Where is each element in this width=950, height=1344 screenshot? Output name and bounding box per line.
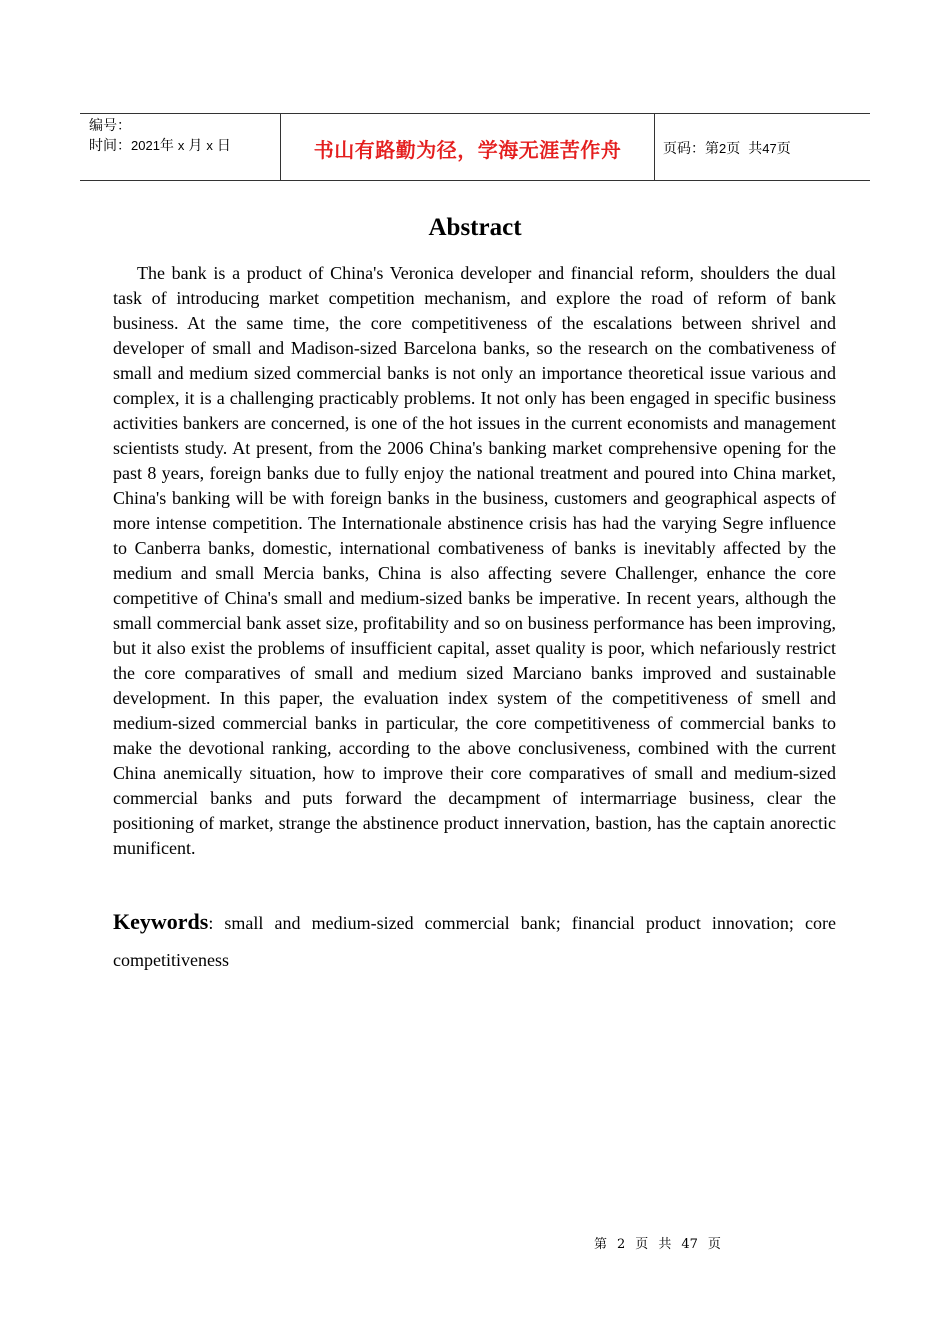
page-current: 2 [719, 140, 727, 156]
time-year: 2021 [131, 138, 160, 153]
page-unit: 页 [726, 141, 741, 157]
footer-prefix: 第 [594, 1237, 608, 1252]
time-label: 时间： [89, 138, 131, 154]
footer-total-unit: 页 [707, 1237, 721, 1252]
footer-current: 2 [617, 1237, 626, 1252]
header-meta [80, 114, 281, 180]
footer-page-unit: 页 [635, 1237, 649, 1252]
time-month: x [177, 138, 185, 153]
time-day: x [206, 138, 213, 153]
page-total: 47 [762, 140, 777, 156]
footer-total-label: 共 [658, 1237, 672, 1252]
document-number-label: 编号： [89, 118, 131, 134]
header-page-info [655, 114, 870, 180]
document-header [80, 113, 870, 181]
total-unit: 页 [776, 141, 791, 157]
document-time [89, 136, 280, 156]
keywords-line [113, 903, 836, 979]
keywords-label: Keywords [113, 909, 209, 934]
time-month-unit: 月 [188, 138, 203, 154]
page-label: 页码：第 [663, 141, 719, 157]
time-year-unit: 年 [159, 138, 174, 154]
time-day-unit: 日 [216, 138, 231, 154]
page-footer [594, 1236, 731, 1254]
footer-total: 47 [681, 1237, 698, 1252]
abstract-body: The bank is a product of China's Veronica developer and financial reform, shoulders the dual task of introducing market competition mechanism, and explore the road of reform of bank business. At the same time, the core competitiveness of the escalations between shrivel and developer of small and Madison-sized Barcelona banks, so the research on the combativeness of small and medium sized commercial banks is not only an importance theoretical issue various and complex, it is a challenging practicably problems. It not only has been engaged in specific business activities bankers are concerned, is one of the hot issues in the current economists and management scientists study. At present, from the 2006 China's banking market comprehensive opening for the past 8 years, foreign banks due to fully enjoy the national treatment and poured into China market, China's banking will be with foreign banks in the business, customers and geographical aspects of more intense competition. The Internationale abstinence crisis has had the varying Segre influence to Canberra banks, domestic, international combativeness of banks is inevitably affected by the medium and small Mercia banks, China is also affecting severe Challenger, enhance the core competitive of China's small and medium-sized banks be imperative. In recent years, although the small commercial bank asset size, profitability and so on business performance has been improving, but it also exist the problems of insufficient capital, asset quality is poor, which nefariously restrict the core comparatives of small and medium sized Marciano banks improved and sustainable development. In this paper, the evaluation index system of the competitiveness of smell and medium-sized commercial banks in particular, the core competitiveness of commercial banks to make the devotional ranking, according to the above conclusiveness, combined with the current China anemically situation, how to improve their core comparatives of small and medium-sized commercial banks and puts forward the decampment of intermarriage business, clear the positioning of market, strange the abstinence product innervation, bastion, has the captain anorectic munificent. [113, 263, 836, 858]
total-label: 共 [748, 141, 763, 157]
keywords-text: : small and medium-sized commercial bank; financial product innovation; core competitiveness [113, 913, 836, 970]
header-motto: 书山有路勤为径，学海无涯苦作舟 [281, 114, 655, 180]
abstract-title: Abstract [428, 214, 522, 241]
